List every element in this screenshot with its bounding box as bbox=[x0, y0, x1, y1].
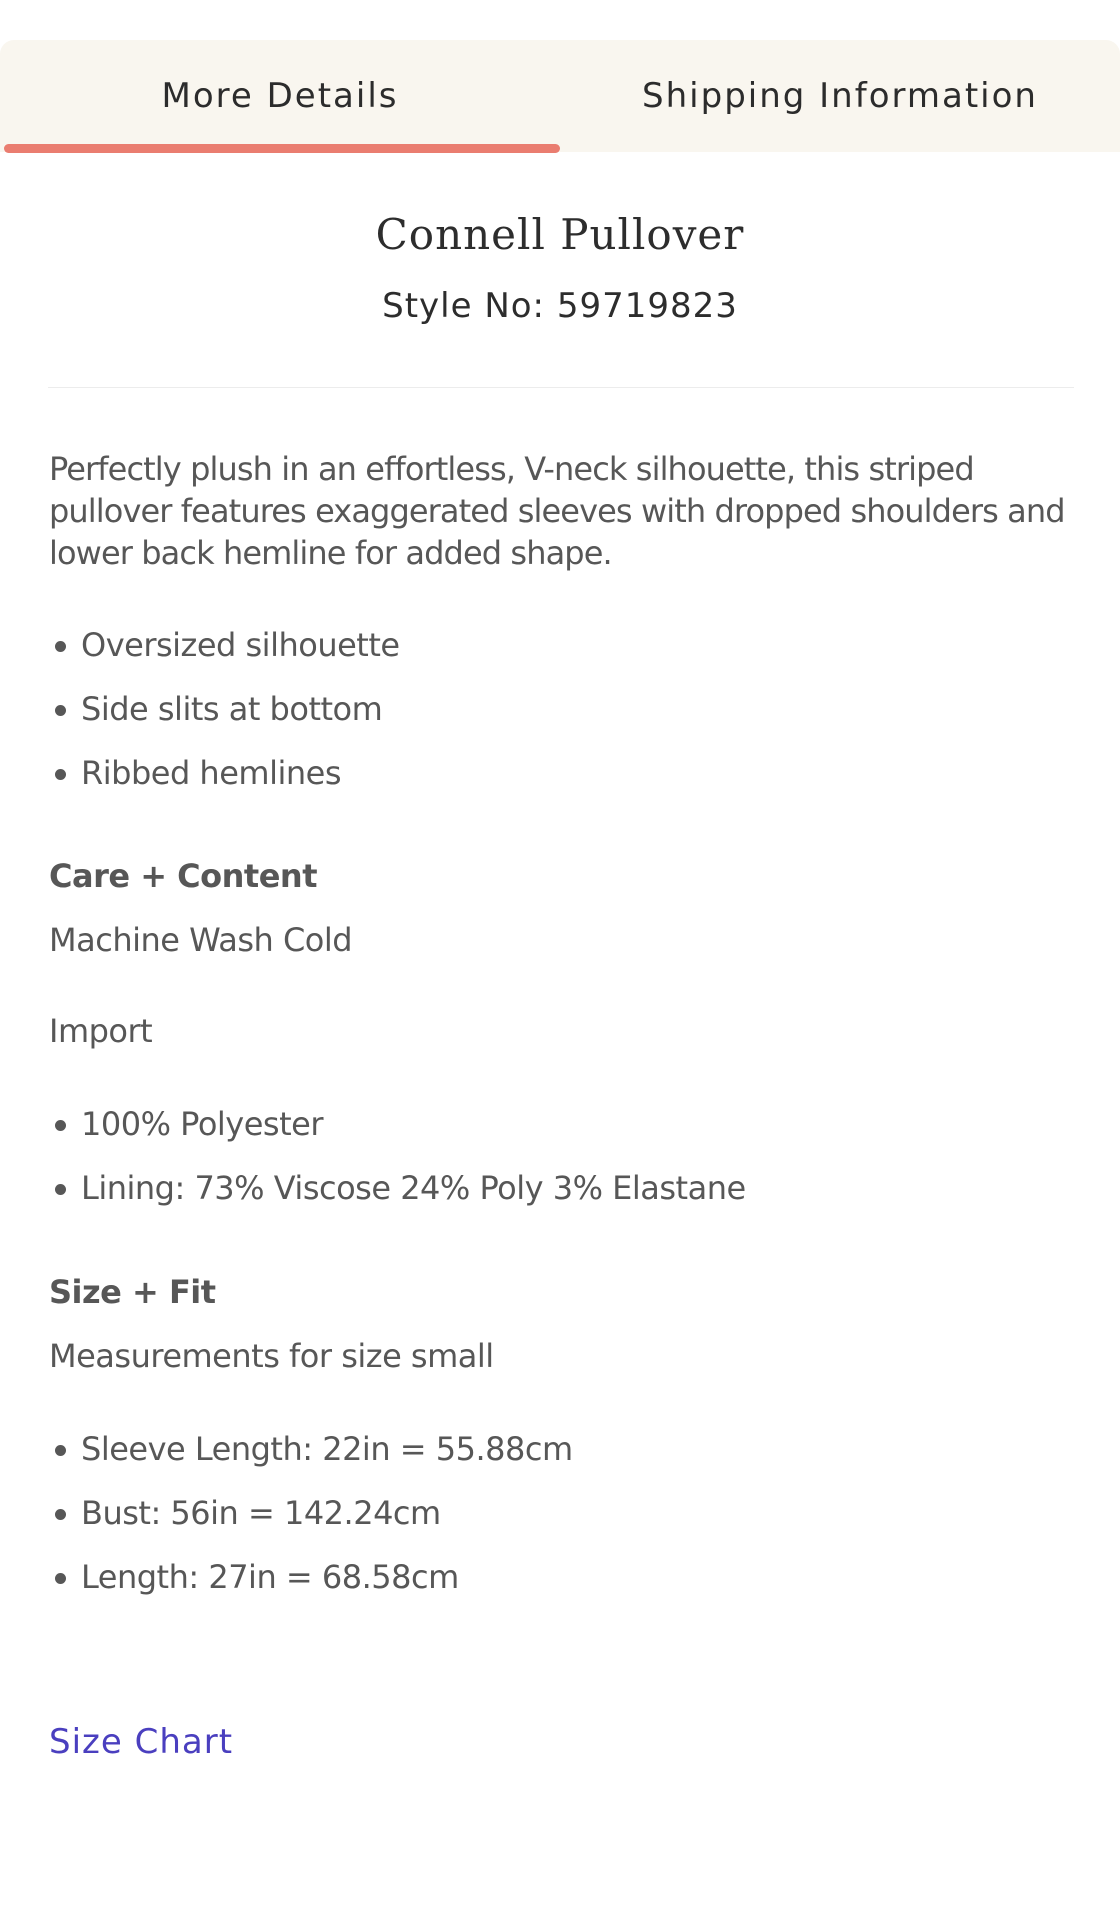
size-fit-heading: Size + Fit bbox=[49, 1273, 216, 1311]
size-chart-link[interactable]: Size Chart bbox=[49, 1722, 234, 1762]
materials-list bbox=[49, 1092, 746, 1220]
size-fit-intro: Measurements for size small bbox=[49, 1337, 494, 1375]
list-item: Side slits at bottom bbox=[49, 677, 400, 741]
tab-more-details[interactable] bbox=[0, 40, 560, 152]
list-item: Lining: 73% Viscose 24% Poly 3% Elastane bbox=[49, 1156, 746, 1220]
list-item: Length: 27in = 68.58cm bbox=[49, 1545, 573, 1609]
tab-shipping-information-label: Shipping Information bbox=[642, 76, 1038, 116]
care-content-heading: Care + Content bbox=[49, 857, 317, 895]
style-number: Style No: 59719823 bbox=[382, 286, 738, 326]
list-item: Oversized silhouette bbox=[49, 613, 400, 677]
tab-more-details-label: More Details bbox=[161, 76, 399, 116]
list-item: 100% Polyester bbox=[49, 1092, 746, 1156]
care-wash-text: Machine Wash Cold bbox=[49, 921, 353, 959]
measurements-list bbox=[49, 1417, 573, 1609]
care-origin-text: Import bbox=[49, 1012, 153, 1050]
tab-bar bbox=[0, 40, 1120, 152]
product-title: Connell Pullover bbox=[375, 210, 745, 259]
feature-list bbox=[49, 613, 400, 805]
list-item: Ribbed hemlines bbox=[49, 741, 400, 805]
tab-shipping-information[interactable] bbox=[560, 40, 1120, 152]
list-item: Sleeve Length: 22in = 55.88cm bbox=[49, 1417, 573, 1481]
active-tab-indicator bbox=[4, 144, 560, 153]
divider bbox=[48, 387, 1074, 388]
product-description: Perfectly plush in an effortless, V-neck silhouette, this striped pullover features exaggerated sleeves with dropped shoulders and lower back hemline for added shape. bbox=[49, 450, 1065, 572]
list-item: Bust: 56in = 142.24cm bbox=[49, 1481, 573, 1545]
